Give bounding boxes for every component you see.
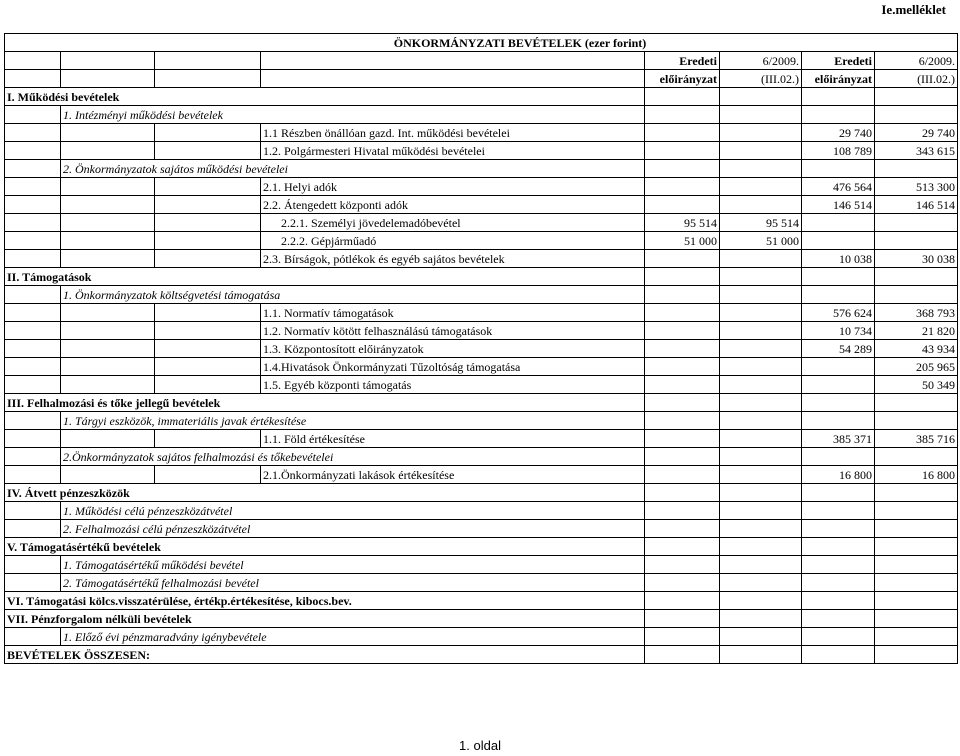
value-cell-v3 — [802, 376, 875, 394]
row-label: 1. Tárgyi eszközök, immateriális javak értékesítése — [61, 412, 645, 430]
value-cell-v1 — [645, 286, 720, 304]
table-row — [5, 628, 958, 646]
value-cell-v1 — [645, 106, 720, 124]
value-cell-v1 — [645, 124, 720, 142]
value-cell-v3: 54 289 — [802, 340, 875, 358]
value-cell-v1 — [645, 556, 720, 574]
value-cell-v3 — [802, 556, 875, 574]
value-cell-v3 — [802, 268, 875, 286]
table-row — [5, 520, 958, 538]
value-cell-v2 — [720, 250, 802, 268]
table-row — [5, 358, 958, 376]
row-label: 1.1. Föld értékesítése — [261, 430, 645, 448]
revenue-table — [4, 33, 958, 664]
value-cell-v4: 146 514 — [875, 196, 958, 214]
header-row-1 — [5, 52, 958, 70]
value-cell-v2 — [720, 484, 802, 502]
row-label: 2.2. Átengedett központi adók — [261, 196, 645, 214]
row-label: 2.1.Önkormányzati lakások értékesítése — [261, 466, 645, 484]
row-label: BEVÉTELEK ÖSSZESEN: — [5, 646, 645, 664]
table-row — [5, 592, 958, 610]
value-cell-v1 — [645, 610, 720, 628]
value-cell-v2 — [720, 286, 802, 304]
table-row — [5, 556, 958, 574]
value-cell-v1 — [645, 268, 720, 286]
value-cell-v2 — [720, 556, 802, 574]
col1-header: Eredeti — [645, 52, 720, 70]
value-cell-v2 — [720, 196, 802, 214]
value-cell-v2 — [720, 646, 802, 664]
table-row — [5, 214, 958, 232]
row-label: 1. Támogatásértékű működési bevétel — [61, 556, 645, 574]
value-cell-v4 — [875, 574, 958, 592]
value-cell-v1: 51 000 — [645, 232, 720, 250]
page-number: 1. oldal — [459, 738, 501, 753]
value-cell-v2 — [720, 466, 802, 484]
value-cell-v2 — [720, 268, 802, 286]
value-cell-v1 — [645, 376, 720, 394]
value-cell-v2: 95 514 — [720, 214, 802, 232]
table-row — [5, 232, 958, 250]
value-cell-v3 — [802, 232, 875, 250]
row-label: VI. Támogatási kölcs.visszatérülése, értékp.értékesítése, kibocs.bev. — [5, 592, 645, 610]
value-cell-v1 — [645, 250, 720, 268]
col3-header-sub: előirányzat — [802, 70, 875, 88]
header-row-2 — [5, 70, 958, 88]
value-cell-v3: 108 789 — [802, 142, 875, 160]
value-cell-v3: 576 624 — [802, 304, 875, 322]
value-cell-v1 — [645, 358, 720, 376]
row-label: 2.2.1. Személyi jövedelemadóbevétel — [261, 214, 645, 232]
value-cell-v2: 51 000 — [720, 232, 802, 250]
row-label: 1.1. Normatív támogatások — [261, 304, 645, 322]
value-cell-v2 — [720, 358, 802, 376]
value-cell-v3 — [802, 538, 875, 556]
value-cell-v4 — [875, 502, 958, 520]
row-label: 1.1 Részben önállóan gazd. Int. működési bevételei — [261, 124, 645, 142]
value-cell-v1 — [645, 322, 720, 340]
row-label: 1. Intézményi működési bevételek — [61, 106, 645, 124]
row-label: 2.1. Helyi adók — [261, 178, 645, 196]
table-row — [5, 304, 958, 322]
col1-header-sub: előirányzat — [645, 70, 720, 88]
table-row — [5, 376, 958, 394]
table-row — [5, 448, 958, 466]
value-cell-v3 — [802, 286, 875, 304]
value-cell-v1 — [645, 304, 720, 322]
value-cell-v2 — [720, 430, 802, 448]
value-cell-v2 — [720, 376, 802, 394]
value-cell-v3 — [802, 484, 875, 502]
value-cell-v2 — [720, 124, 802, 142]
value-cell-v3 — [802, 88, 875, 106]
table-row — [5, 142, 958, 160]
value-cell-v3: 10 038 — [802, 250, 875, 268]
table-row — [5, 412, 958, 430]
value-cell-v4 — [875, 394, 958, 412]
value-cell-v4: 29 740 — [875, 124, 958, 142]
row-label: 2.2.2. Gépjárműadó — [261, 232, 645, 250]
value-cell-v3 — [802, 358, 875, 376]
value-cell-v1 — [645, 412, 720, 430]
value-cell-v3 — [802, 502, 875, 520]
value-cell-v2 — [720, 178, 802, 196]
value-cell-v3 — [802, 628, 875, 646]
value-cell-v3: 385 371 — [802, 430, 875, 448]
row-label: 1.3. Központosított előirányzatok — [261, 340, 645, 358]
value-cell-v4 — [875, 214, 958, 232]
col4-header-sub: (III.02.) — [875, 70, 958, 88]
value-cell-v4 — [875, 556, 958, 574]
table-row — [5, 250, 958, 268]
row-label: 2.Önkormányzatok sajátos felhalmozási és tőkebevételei — [61, 448, 645, 466]
value-cell-v4 — [875, 268, 958, 286]
table-row — [5, 502, 958, 520]
value-cell-v2 — [720, 304, 802, 322]
value-cell-v3: 29 740 — [802, 124, 875, 142]
table-title: ÖNKORMÁNYZATI BEVÉTELEK (ezer forint) — [5, 34, 958, 52]
value-cell-v2 — [720, 322, 802, 340]
table-row — [5, 574, 958, 592]
value-cell-v3 — [802, 610, 875, 628]
value-cell-v2 — [720, 538, 802, 556]
table-row — [5, 88, 958, 106]
value-cell-v3: 146 514 — [802, 196, 875, 214]
value-cell-v4: 343 615 — [875, 142, 958, 160]
value-cell-v4 — [875, 412, 958, 430]
table-row — [5, 538, 958, 556]
col2-header-sub: (III.02.) — [720, 70, 802, 88]
value-cell-v2 — [720, 610, 802, 628]
value-cell-v1 — [645, 538, 720, 556]
table-row — [5, 466, 958, 484]
value-cell-v4: 205 965 — [875, 358, 958, 376]
row-label: 1. Önkormányzatok költségvetési támogatása — [61, 286, 645, 304]
value-cell-v2 — [720, 160, 802, 178]
table-row — [5, 340, 958, 358]
table-row — [5, 484, 958, 502]
row-label: 1. Működési célú pénzeszközátvétel — [61, 502, 645, 520]
table-row — [5, 286, 958, 304]
value-cell-v4 — [875, 538, 958, 556]
value-cell-v2 — [720, 106, 802, 124]
row-label: II. Támogatások — [5, 268, 645, 286]
value-cell-v4 — [875, 88, 958, 106]
row-label: 2. Támogatásértékű felhalmozási bevétel — [61, 574, 645, 592]
table-row — [5, 646, 958, 664]
table-row — [5, 124, 958, 142]
value-cell-v4 — [875, 592, 958, 610]
value-cell-v3: 476 564 — [802, 178, 875, 196]
annex-label: Ie.melléklet — [881, 2, 946, 17]
value-cell-v2 — [720, 574, 802, 592]
value-cell-v1 — [645, 196, 720, 214]
value-cell-v4 — [875, 610, 958, 628]
value-cell-v3 — [802, 574, 875, 592]
value-cell-v3 — [802, 592, 875, 610]
value-cell-v1 — [645, 178, 720, 196]
value-cell-v1 — [645, 142, 720, 160]
value-cell-v1 — [645, 340, 720, 358]
value-cell-v4: 21 820 — [875, 322, 958, 340]
row-label: V. Támogatásértékű bevételek — [5, 538, 645, 556]
title-row — [5, 34, 958, 52]
row-label: 1. Előző évi pénzmaradvány igénybevétele — [61, 628, 645, 646]
value-cell-v4: 30 038 — [875, 250, 958, 268]
value-cell-v3 — [802, 520, 875, 538]
value-cell-v2 — [720, 502, 802, 520]
value-cell-v4: 50 349 — [875, 376, 958, 394]
value-cell-v3 — [802, 394, 875, 412]
row-label: III. Felhalmozási és tőke jellegű bevételek — [5, 394, 645, 412]
value-cell-v4: 43 934 — [875, 340, 958, 358]
value-cell-v4 — [875, 160, 958, 178]
value-cell-v4 — [875, 106, 958, 124]
value-cell-v3 — [802, 160, 875, 178]
value-cell-v2 — [720, 592, 802, 610]
value-cell-v1 — [645, 646, 720, 664]
value-cell-v1 — [645, 466, 720, 484]
value-cell-v1 — [645, 448, 720, 466]
table-row — [5, 430, 958, 448]
value-cell-v2 — [720, 448, 802, 466]
value-cell-v2 — [720, 520, 802, 538]
value-cell-v1 — [645, 430, 720, 448]
col3-header: Eredeti — [802, 52, 875, 70]
table-row — [5, 268, 958, 286]
value-cell-v1 — [645, 574, 720, 592]
value-cell-v3 — [802, 646, 875, 664]
value-cell-v1 — [645, 520, 720, 538]
value-cell-v4 — [875, 646, 958, 664]
table-row — [5, 394, 958, 412]
value-cell-v2 — [720, 142, 802, 160]
value-cell-v3: 10 734 — [802, 322, 875, 340]
value-cell-v2 — [720, 340, 802, 358]
value-cell-v1 — [645, 160, 720, 178]
row-label: VII. Pénzforgalom nélküli bevételek — [5, 610, 645, 628]
table-row — [5, 322, 958, 340]
row-label: 1.4.Hivatások Önkormányzati Tűzoltóság támogatása — [261, 358, 645, 376]
col4-header: 6/2009. — [875, 52, 958, 70]
value-cell-v3 — [802, 412, 875, 430]
row-label: IV. Átvett pénzeszközök — [5, 484, 645, 502]
table-row — [5, 106, 958, 124]
value-cell-v3 — [802, 448, 875, 466]
value-cell-v4: 513 300 — [875, 178, 958, 196]
value-cell-v2 — [720, 394, 802, 412]
value-cell-v3 — [802, 214, 875, 232]
value-cell-v4 — [875, 484, 958, 502]
value-cell-v1 — [645, 394, 720, 412]
value-cell-v1 — [645, 88, 720, 106]
table-row — [5, 610, 958, 628]
row-label: 2. Önkormányzatok sajátos működési bevételei — [61, 160, 645, 178]
value-cell-v1 — [645, 592, 720, 610]
row-label: I. Működési bevételek — [5, 88, 645, 106]
value-cell-v4 — [875, 286, 958, 304]
table-row — [5, 178, 958, 196]
row-label: 1.2. Polgármesteri Hivatal működési bevételei — [261, 142, 645, 160]
row-label: 2.3. Bírságok, pótlékok és egyéb sajátos bevételek — [261, 250, 645, 268]
value-cell-v1 — [645, 484, 720, 502]
value-cell-v4: 385 716 — [875, 430, 958, 448]
col2-header: 6/2009. — [720, 52, 802, 70]
row-label: 2. Felhalmozási célú pénzeszközátvétel — [61, 520, 645, 538]
value-cell-v2 — [720, 628, 802, 646]
value-cell-v1: 95 514 — [645, 214, 720, 232]
value-cell-v4: 368 793 — [875, 304, 958, 322]
value-cell-v2 — [720, 88, 802, 106]
value-cell-v4 — [875, 232, 958, 250]
table-row — [5, 196, 958, 214]
table-row — [5, 160, 958, 178]
value-cell-v1 — [645, 502, 720, 520]
value-cell-v2 — [720, 412, 802, 430]
row-label: 1.2. Normatív kötött felhasználású támogatások — [261, 322, 645, 340]
value-cell-v4 — [875, 520, 958, 538]
row-label: 1.5. Egyéb központi támogatás — [261, 376, 645, 394]
value-cell-v3: 16 800 — [802, 466, 875, 484]
value-cell-v3 — [802, 106, 875, 124]
value-cell-v4 — [875, 628, 958, 646]
value-cell-v4 — [875, 448, 958, 466]
value-cell-v1 — [645, 628, 720, 646]
value-cell-v4: 16 800 — [875, 466, 958, 484]
